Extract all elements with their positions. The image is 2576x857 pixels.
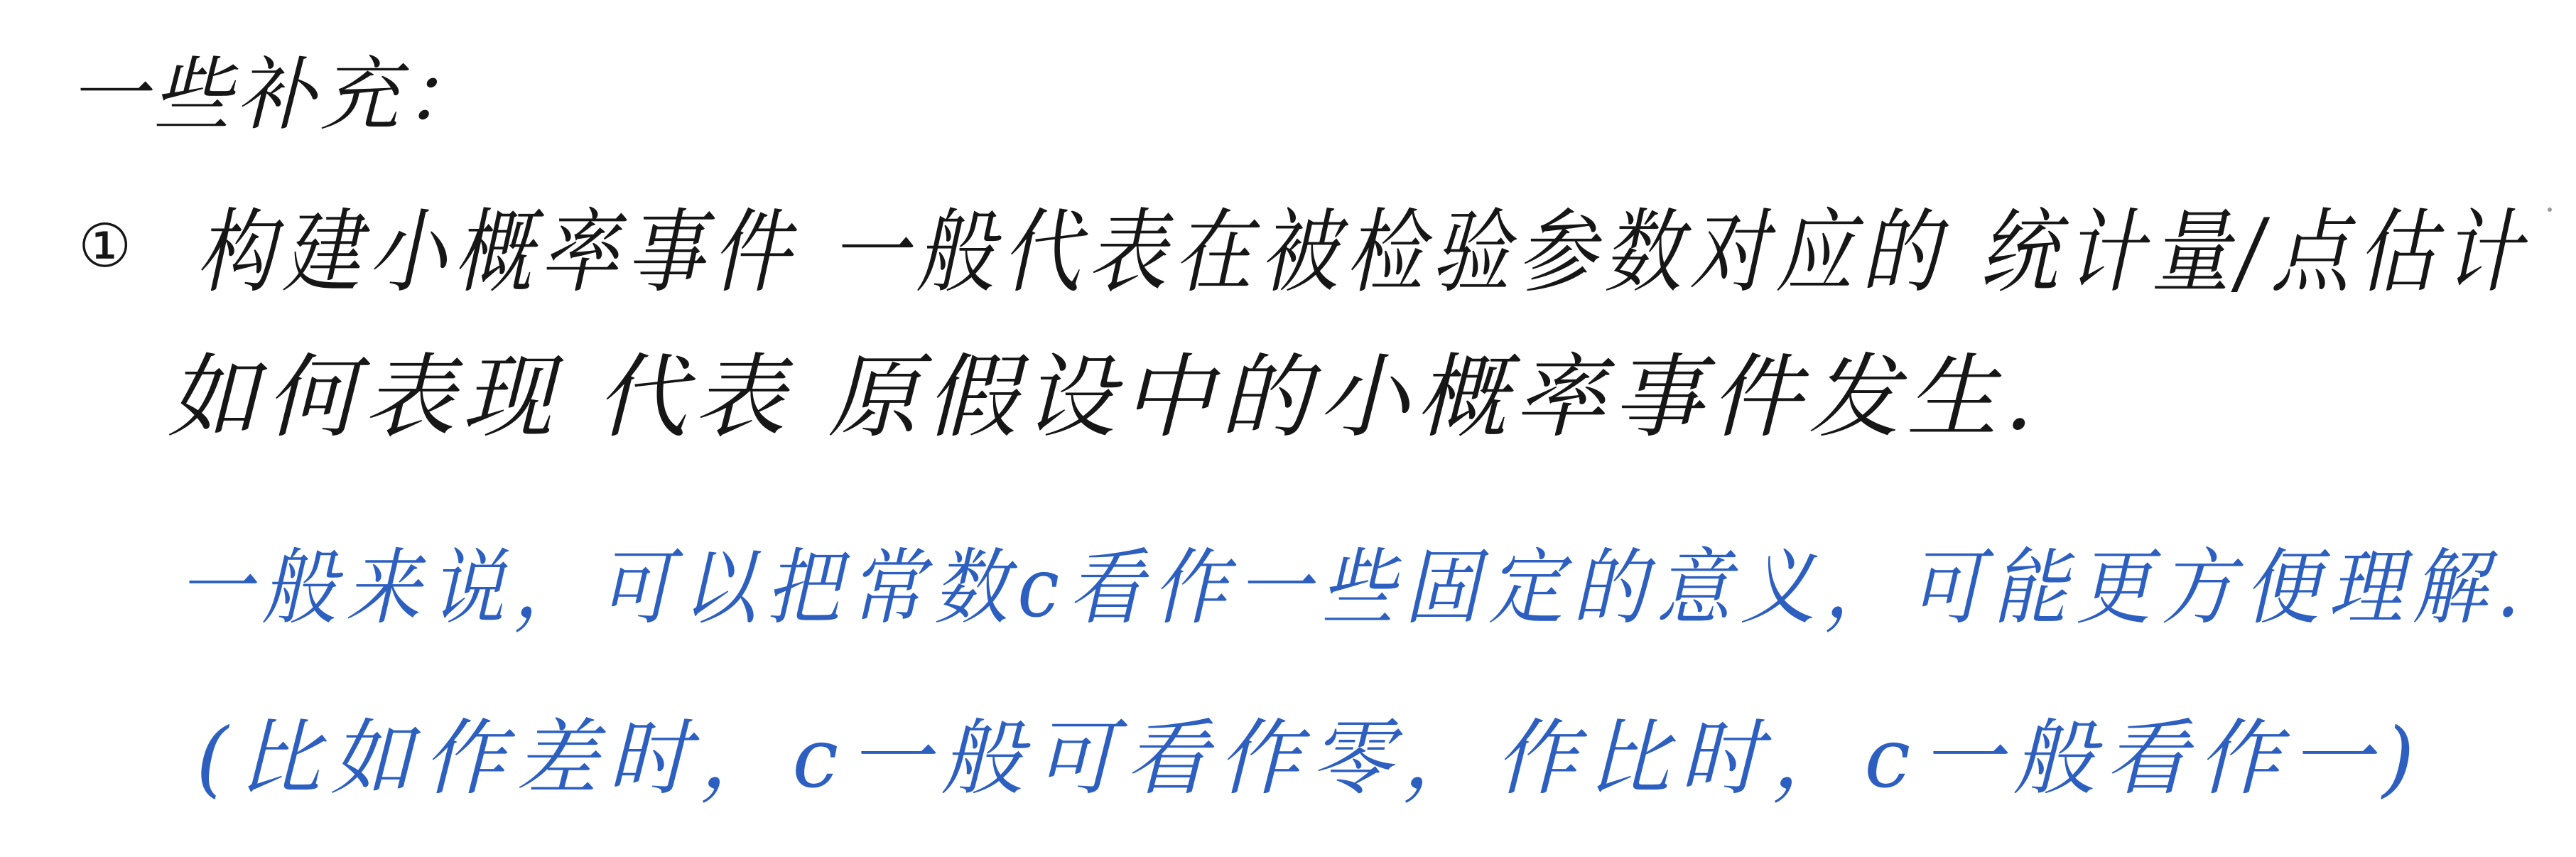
item-number-marker: ①: [78, 211, 132, 281]
item-1-line-1: 构建小概率事件 一般代表在被检验参数对应的 统计量/点估计: [196, 200, 2529, 306]
item-1-line-2: 如何表现 代表 原假设中的小概率事件发生.: [168, 345, 2041, 451]
blue-annotation-line-2: (比如作差时，c一般可看作零，作比时，c一般看作一): [196, 711, 2425, 807]
note-heading: 一些补充：: [68, 49, 487, 141]
ink-speck: [2548, 207, 2552, 212]
blue-annotation-line-1: 一般来说，可以把常数c看作一些固定的意义，可能更方便理解.: [178, 540, 2529, 636]
